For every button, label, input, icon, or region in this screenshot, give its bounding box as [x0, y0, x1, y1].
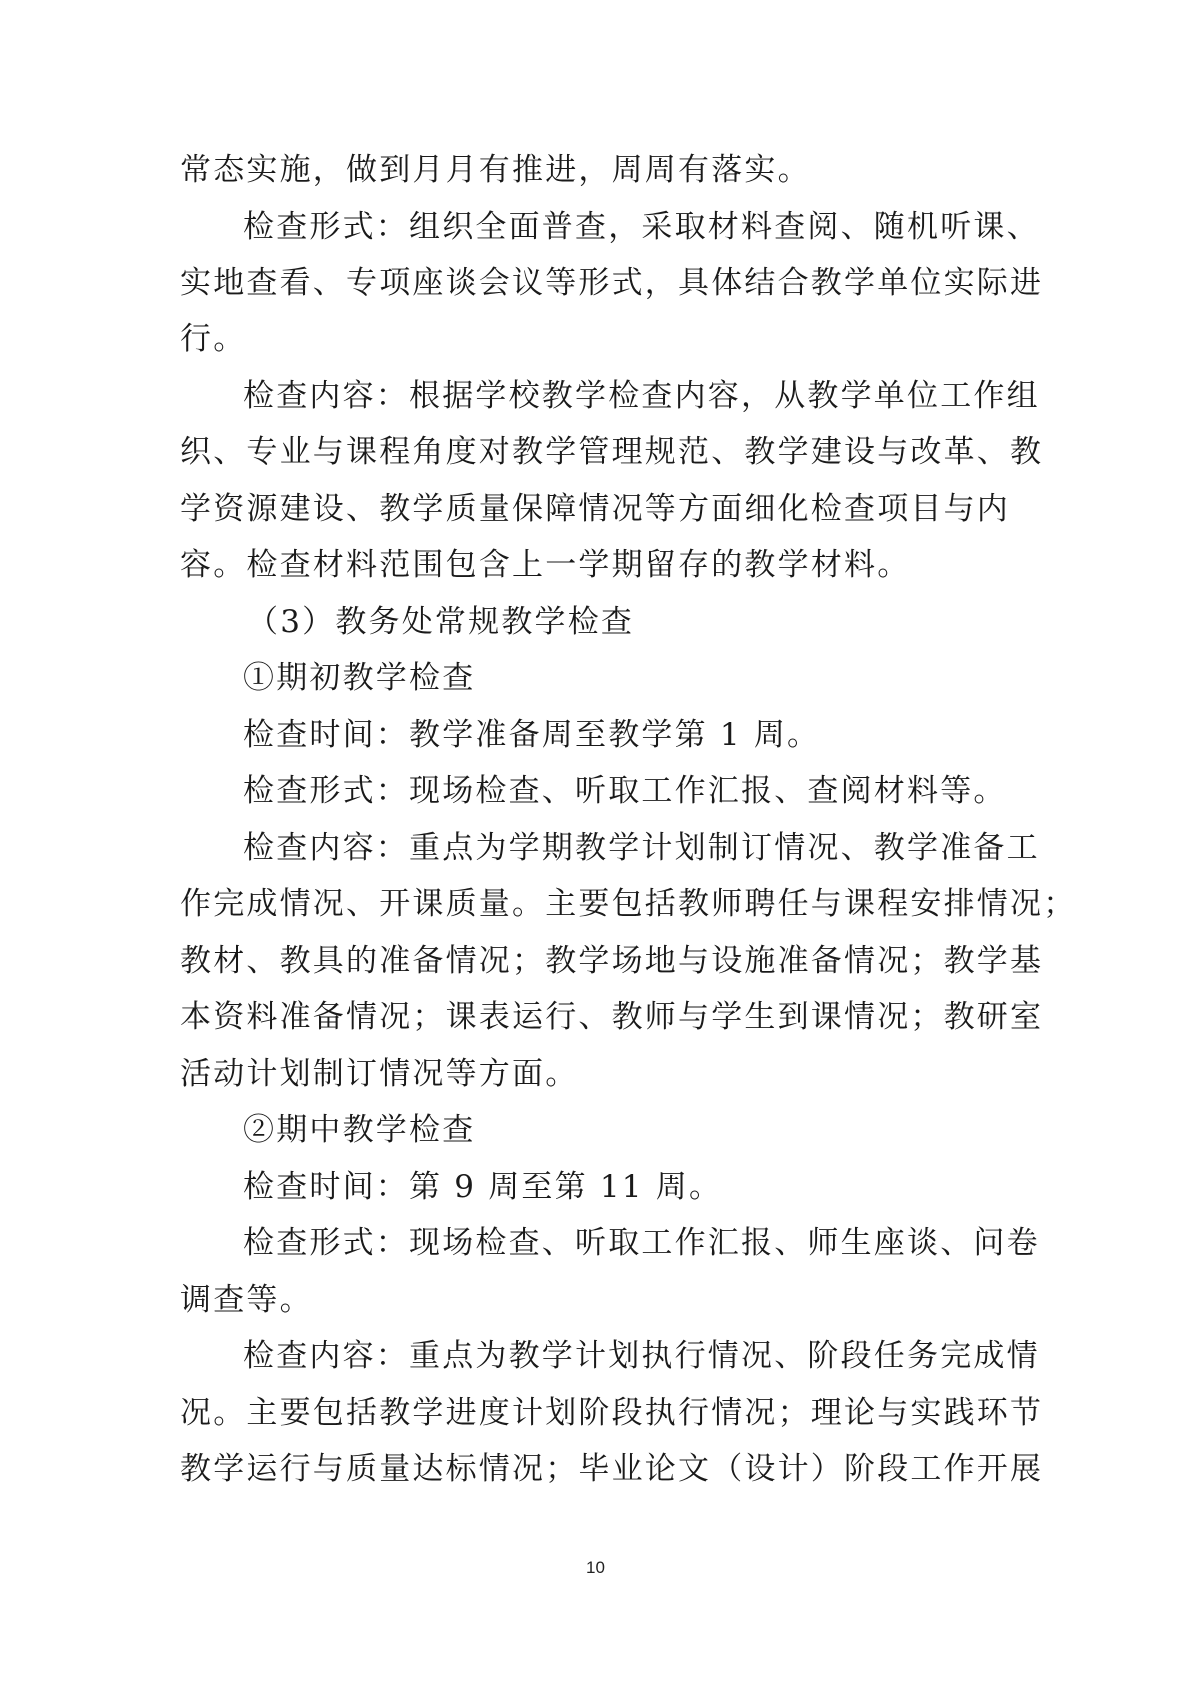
text-line: 教学运行与质量达标情况；毕业论文（设计）阶段工作开展 [180, 1451, 1044, 1487]
page-number: 10 [586, 1558, 605, 1577]
text-line: 检查形式：现场检查、听取工作汇报、师生座谈、问卷 [243, 1225, 1040, 1261]
text-line: 检查时间：第 9 周至第 11 周。 [243, 1169, 723, 1205]
subsection-heading: ②期中教学检查 [243, 1112, 476, 1148]
text-line: 检查形式：组织全面普查，采取材料查阅、随机听课、 [243, 209, 1040, 245]
text-line: 实地查看、专项座谈会议等形式，具体结合教学单位实际进 [180, 265, 1044, 301]
text-line: 织、专业与课程角度对教学管理规范、教学建设与改革、教 [180, 434, 1044, 470]
text-line: 作完成情况、开课质量。主要包括教师聘任与课程安排情况； [180, 886, 1077, 922]
text-line: 行。 [180, 321, 247, 357]
text-line: 活动计划制订情况等方面。 [180, 1056, 579, 1092]
text-line: 容。检查材料范围包含上一学期留存的教学材料。 [180, 547, 911, 583]
text-line: 常态实施，做到月月有推进，周周有落实。 [180, 152, 811, 188]
text-line: 检查内容：重点为教学计划执行情况、阶段任务完成情 [243, 1338, 1040, 1374]
text-line: 检查内容：根据学校教学检查内容，从教学单位工作组 [243, 378, 1040, 414]
text-line: 调查等。 [180, 1282, 313, 1318]
text-line: 学资源建设、教学质量保障情况等方面细化检查项目与内 [180, 491, 1010, 527]
text-line: 检查内容：重点为学期教学计划制订情况、教学准备工 [243, 830, 1040, 866]
text-line: 教材、教具的准备情况；教学场地与设施准备情况；教学基 [180, 943, 1044, 979]
text-line: 检查形式：现场检查、听取工作汇报、查阅材料等。 [243, 773, 1007, 809]
text-line: 本资料准备情况；课表运行、教师与学生到课情况；教研室 [180, 999, 1044, 1035]
text-line: 检查时间：教学准备周至教学第 1 周。 [243, 717, 821, 753]
text-line: 况。主要包括教学进度计划阶段执行情况；理论与实践环节 [180, 1395, 1044, 1431]
section-heading: （3）教务处常规教学检查 [247, 604, 635, 640]
subsection-heading: ①期初教学检查 [243, 660, 476, 696]
